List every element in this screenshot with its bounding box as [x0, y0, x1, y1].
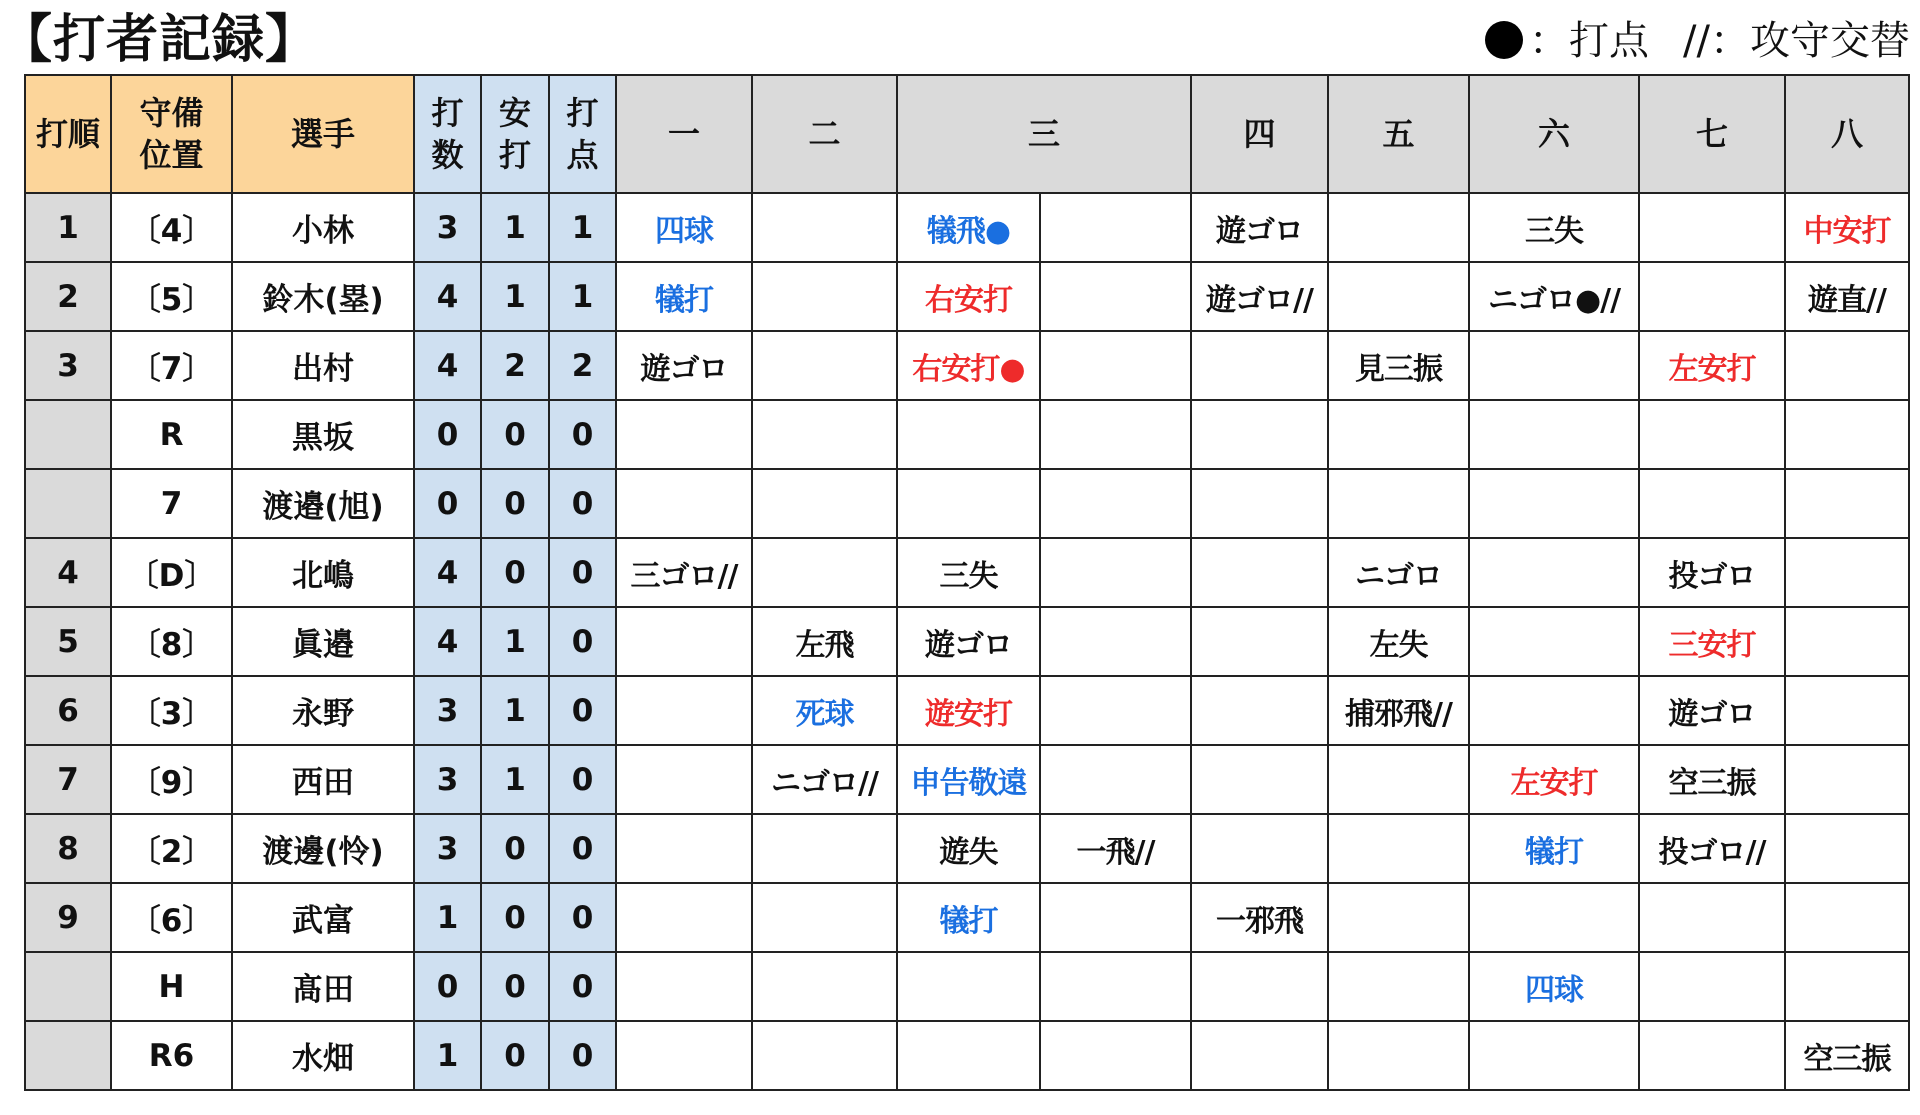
header-at-bats: 打 数	[414, 75, 481, 193]
rbi-cell: 0	[549, 952, 616, 1021]
result-cell	[1639, 1021, 1785, 1090]
rbi-cell: 0	[549, 469, 616, 538]
result-cell	[616, 538, 752, 607]
at-bat-result: 遊ゴロ	[1668, 696, 1756, 732]
at-bat-result: 一飛//	[1076, 834, 1155, 870]
at-bat-result: 一邪飛	[1216, 903, 1303, 939]
result-cell	[1191, 469, 1328, 538]
at-bat-result: 左飛	[795, 627, 854, 663]
hits-cell: 1	[481, 745, 549, 814]
result-cell	[1191, 952, 1328, 1021]
rbi-cell: 0	[549, 400, 616, 469]
position-cell: 〔9〕	[111, 745, 232, 814]
position-cell: 〔4〕	[111, 193, 232, 262]
result-cell	[752, 331, 897, 400]
batting-order-cell: 5	[25, 607, 111, 676]
result-cell	[1328, 1021, 1469, 1090]
result-cell	[1328, 193, 1469, 262]
batting-order-cell: 8	[25, 814, 111, 883]
result-cell	[1040, 538, 1191, 607]
legend	[1485, 16, 1910, 66]
at-bat-result: 投ゴロ	[1668, 558, 1756, 594]
result-cell	[1785, 883, 1909, 952]
header-inning-3: 三	[897, 75, 1191, 193]
at-bat-result: 遊ゴロ//	[1206, 282, 1313, 318]
result-cell	[1191, 745, 1328, 814]
result-cell	[1639, 400, 1785, 469]
table-row	[25, 883, 1909, 952]
result-cell	[897, 952, 1040, 1021]
at-bat-result: 空三振	[1803, 1041, 1891, 1077]
position-cell: 7	[111, 469, 232, 538]
batting-order-cell	[25, 952, 111, 1021]
table-row	[25, 193, 1909, 262]
at-bats-cell: 1	[414, 1021, 481, 1090]
position-cell: 〔7〕	[111, 331, 232, 400]
result-cell	[1785, 538, 1909, 607]
result-cell	[897, 262, 1040, 331]
position-cell: 〔3〕	[111, 676, 232, 745]
result-cell	[752, 1021, 897, 1090]
at-bat-result: 犠打	[939, 903, 998, 939]
rbi-cell: 0	[549, 1021, 616, 1090]
result-cell	[1785, 676, 1909, 745]
result-cell	[616, 262, 752, 331]
table-row	[25, 538, 1909, 607]
result-cell	[1191, 883, 1328, 952]
result-cell	[616, 400, 752, 469]
result-cell	[616, 331, 752, 400]
player-name-cell: 北嶋	[232, 538, 414, 607]
result-cell	[1040, 1021, 1191, 1090]
table-row	[25, 745, 1909, 814]
result-cell	[1191, 607, 1328, 676]
at-bat-result: 犠飛●	[926, 213, 1011, 249]
header-order: 打順	[25, 75, 111, 193]
player-name-cell: 渡邉(旭)	[232, 469, 414, 538]
result-cell	[1469, 400, 1639, 469]
result-cell	[1191, 814, 1328, 883]
at-bat-result: 三失	[1525, 213, 1583, 249]
result-cell	[1040, 607, 1191, 676]
result-cell	[616, 952, 752, 1021]
batting-order-cell: 7	[25, 745, 111, 814]
result-cell	[897, 745, 1040, 814]
result-cell	[1639, 193, 1785, 262]
result-cell	[616, 193, 752, 262]
hits-cell: 0	[481, 469, 549, 538]
result-cell	[616, 883, 752, 952]
header-player: 選手	[232, 75, 414, 193]
header-inning-7: 七	[1639, 75, 1785, 193]
result-cell	[1469, 262, 1639, 331]
player-name-cell: 出村	[232, 331, 414, 400]
result-cell	[1469, 193, 1639, 262]
result-cell	[1040, 193, 1191, 262]
result-cell	[1785, 469, 1909, 538]
at-bats-cell: 1	[414, 883, 481, 952]
at-bat-result: 左失	[1369, 627, 1428, 663]
result-cell	[1469, 1021, 1639, 1090]
result-cell	[752, 883, 897, 952]
result-cell	[897, 676, 1040, 745]
at-bat-result: 中安打	[1803, 213, 1891, 249]
page-title: 【打者記録】	[0, 10, 319, 70]
result-cell	[1785, 952, 1909, 1021]
player-name-cell: 鈴木(塁)	[232, 262, 414, 331]
table-row	[25, 607, 1909, 676]
player-name-cell: 渡邊(怜)	[232, 814, 414, 883]
result-cell	[1639, 469, 1785, 538]
header-inning-1: 一	[616, 75, 752, 193]
result-cell	[616, 745, 752, 814]
result-cell	[897, 331, 1040, 400]
at-bat-result: 四球	[1525, 972, 1583, 1008]
result-cell	[616, 814, 752, 883]
at-bat-result: 遊直//	[1808, 282, 1886, 318]
result-cell	[1328, 883, 1469, 952]
result-cell	[1639, 745, 1785, 814]
result-cell	[1469, 469, 1639, 538]
at-bats-cell: 4	[414, 607, 481, 676]
result-cell	[1328, 331, 1469, 400]
result-cell	[1469, 538, 1639, 607]
header-position: 守備 位置	[111, 75, 232, 193]
result-cell	[1328, 607, 1469, 676]
rbi-dot-icon	[1485, 21, 1523, 59]
player-name-cell: 小林	[232, 193, 414, 262]
at-bat-result: 遊ゴロ	[925, 627, 1012, 663]
result-cell	[1328, 952, 1469, 1021]
result-cell	[752, 676, 897, 745]
at-bat-result: 右安打●	[912, 351, 1025, 387]
result-cell	[1469, 952, 1639, 1021]
result-cell	[752, 745, 897, 814]
at-bat-result: 右安打	[925, 282, 1012, 318]
result-cell	[1639, 262, 1785, 331]
result-cell	[752, 469, 897, 538]
table-row	[25, 469, 1909, 538]
header-inning-5: 五	[1328, 75, 1469, 193]
table-row	[25, 952, 1909, 1021]
player-name-cell: 髙田	[232, 952, 414, 1021]
result-cell	[1191, 1021, 1328, 1090]
hits-cell: 0	[481, 952, 549, 1021]
result-cell	[1191, 538, 1328, 607]
at-bat-result: ニゴロ●//	[1487, 282, 1621, 318]
position-cell: 〔2〕	[111, 814, 232, 883]
table-row	[25, 676, 1909, 745]
hits-cell: 0	[481, 814, 549, 883]
batting-order-cell: 3	[25, 331, 111, 400]
position-cell: R	[111, 400, 232, 469]
result-cell	[1785, 193, 1909, 262]
result-cell	[1040, 883, 1191, 952]
rbi-cell: 1	[549, 193, 616, 262]
at-bats-cell: 3	[414, 745, 481, 814]
at-bat-result: 犠打	[655, 282, 713, 318]
result-cell	[1639, 883, 1785, 952]
result-cell	[1785, 262, 1909, 331]
hits-cell: 0	[481, 538, 549, 607]
header-row	[25, 75, 1909, 193]
table-row	[25, 331, 1909, 400]
result-cell	[1639, 676, 1785, 745]
legend-switch-label: ：攻守交替	[1710, 18, 1910, 64]
legend-rbi-label: ：打点	[1529, 18, 1650, 64]
header-rbi: 打 点	[549, 75, 616, 193]
rbi-cell: 0	[549, 745, 616, 814]
result-cell	[752, 193, 897, 262]
position-cell: H	[111, 952, 232, 1021]
header-inning-8: 八	[1785, 75, 1909, 193]
result-cell	[1785, 400, 1909, 469]
at-bat-result: 見三振	[1355, 351, 1442, 387]
at-bat-result: 遊ゴロ	[640, 351, 728, 387]
result-cell	[752, 400, 897, 469]
table-row	[25, 814, 1909, 883]
result-cell	[1328, 676, 1469, 745]
result-cell	[1785, 331, 1909, 400]
hits-cell: 1	[481, 607, 549, 676]
rbi-cell: 0	[549, 607, 616, 676]
result-cell	[1639, 952, 1785, 1021]
result-cell	[897, 538, 1040, 607]
hits-cell: 1	[481, 193, 549, 262]
at-bat-result: 申告敬遠	[910, 765, 1027, 801]
result-cell	[1040, 814, 1191, 883]
batting-order-cell: 4	[25, 538, 111, 607]
result-cell	[1328, 745, 1469, 814]
at-bat-result: 遊失	[939, 834, 998, 870]
player-name-cell: 永野	[232, 676, 414, 745]
rbi-cell: 0	[549, 814, 616, 883]
hits-cell: 1	[481, 676, 549, 745]
rbi-cell: 0	[549, 883, 616, 952]
header-inning-6: 六	[1469, 75, 1639, 193]
rbi-cell: 1	[549, 262, 616, 331]
at-bat-result: ニゴロ	[1355, 558, 1442, 594]
position-cell: 〔5〕	[111, 262, 232, 331]
result-cell	[897, 607, 1040, 676]
legend-switch-mark: //	[1683, 18, 1710, 64]
result-cell	[1328, 262, 1469, 331]
batting-order-cell: 1	[25, 193, 111, 262]
result-cell	[1040, 262, 1191, 331]
result-cell	[1785, 607, 1909, 676]
header-hits: 安 打	[481, 75, 549, 193]
at-bats-cell: 0	[414, 400, 481, 469]
result-cell	[1639, 607, 1785, 676]
batting-order-cell	[25, 469, 111, 538]
result-cell	[897, 469, 1040, 538]
at-bat-result: 三安打	[1668, 627, 1756, 663]
at-bat-result: 捕邪飛//	[1345, 696, 1452, 732]
result-cell	[1785, 1021, 1909, 1090]
table-row	[25, 400, 1909, 469]
position-cell: R6	[111, 1021, 232, 1090]
result-cell	[1191, 331, 1328, 400]
result-cell	[1328, 469, 1469, 538]
result-cell	[616, 1021, 752, 1090]
at-bat-result: 犠打	[1525, 834, 1583, 870]
result-cell	[1785, 745, 1909, 814]
at-bats-cell: 0	[414, 469, 481, 538]
result-cell	[1469, 814, 1639, 883]
result-cell	[1191, 400, 1328, 469]
result-cell	[616, 607, 752, 676]
batting-order-cell	[25, 400, 111, 469]
hits-cell: 0	[481, 883, 549, 952]
at-bats-cell: 3	[414, 193, 481, 262]
result-cell	[1469, 883, 1639, 952]
result-cell	[1639, 331, 1785, 400]
result-cell	[752, 538, 897, 607]
at-bat-result: 遊安打	[925, 696, 1012, 732]
hits-cell: 0	[481, 1021, 549, 1090]
at-bats-cell: 3	[414, 814, 481, 883]
rbi-cell: 0	[549, 538, 616, 607]
result-cell	[1040, 952, 1191, 1021]
at-bats-cell: 0	[414, 952, 481, 1021]
result-cell	[1469, 676, 1639, 745]
result-cell	[1328, 538, 1469, 607]
at-bats-cell: 3	[414, 676, 481, 745]
result-cell	[1469, 331, 1639, 400]
player-name-cell: 眞邉	[232, 607, 414, 676]
rbi-cell: 0	[549, 676, 616, 745]
at-bat-result: 遊ゴロ	[1216, 213, 1303, 249]
result-cell	[1469, 745, 1639, 814]
result-cell	[1191, 262, 1328, 331]
at-bat-result: 死球	[795, 696, 854, 732]
result-cell	[1328, 400, 1469, 469]
result-cell	[1191, 676, 1328, 745]
result-cell	[1328, 814, 1469, 883]
result-cell	[897, 193, 1040, 262]
at-bat-result: 左安打	[1668, 351, 1756, 387]
at-bats-cell: 4	[414, 262, 481, 331]
result-cell	[1639, 814, 1785, 883]
batting-order-cell: 9	[25, 883, 111, 952]
player-name-cell: 武富	[232, 883, 414, 952]
result-cell	[897, 883, 1040, 952]
batting-order-cell: 2	[25, 262, 111, 331]
hits-cell: 0	[481, 400, 549, 469]
position-cell: 〔8〕	[111, 607, 232, 676]
at-bat-result: ニゴロ//	[771, 765, 878, 801]
result-cell	[752, 607, 897, 676]
at-bat-result: 四球	[655, 213, 713, 249]
result-cell	[752, 262, 897, 331]
at-bat-result: 投ゴロ//	[1658, 834, 1766, 870]
at-bats-cell: 4	[414, 538, 481, 607]
result-cell	[1191, 193, 1328, 262]
player-name-cell: 黒坂	[232, 400, 414, 469]
result-cell	[1040, 745, 1191, 814]
result-cell	[616, 676, 752, 745]
result-cell	[897, 814, 1040, 883]
result-cell	[752, 814, 897, 883]
result-cell	[1785, 814, 1909, 883]
result-cell	[1040, 676, 1191, 745]
at-bats-cell: 4	[414, 331, 481, 400]
header-inning-2: 二	[752, 75, 897, 193]
result-cell	[1469, 607, 1639, 676]
position-cell: 〔D〕	[111, 538, 232, 607]
table-row	[25, 1021, 1909, 1090]
result-cell	[1639, 538, 1785, 607]
player-name-cell: 水畑	[232, 1021, 414, 1090]
at-bat-result: 左安打	[1510, 765, 1598, 801]
result-cell	[752, 952, 897, 1021]
at-bat-result: 三失	[939, 558, 998, 594]
hits-cell: 2	[481, 331, 549, 400]
at-bat-result: 三ゴロ//	[630, 558, 738, 594]
result-cell	[1040, 331, 1191, 400]
table-row	[25, 262, 1909, 331]
result-cell	[1040, 469, 1191, 538]
at-bat-result: 空三振	[1668, 765, 1756, 801]
batting-order-cell	[25, 1021, 111, 1090]
position-cell: 〔6〕	[111, 883, 232, 952]
rbi-cell: 2	[549, 331, 616, 400]
header-inning-4: 四	[1191, 75, 1328, 193]
player-name-cell: 西田	[232, 745, 414, 814]
batting-record-table	[24, 74, 1910, 1091]
result-cell	[616, 469, 752, 538]
hits-cell: 1	[481, 262, 549, 331]
batting-order-cell: 6	[25, 676, 111, 745]
result-cell	[897, 1021, 1040, 1090]
result-cell	[897, 400, 1040, 469]
result-cell	[1040, 400, 1191, 469]
